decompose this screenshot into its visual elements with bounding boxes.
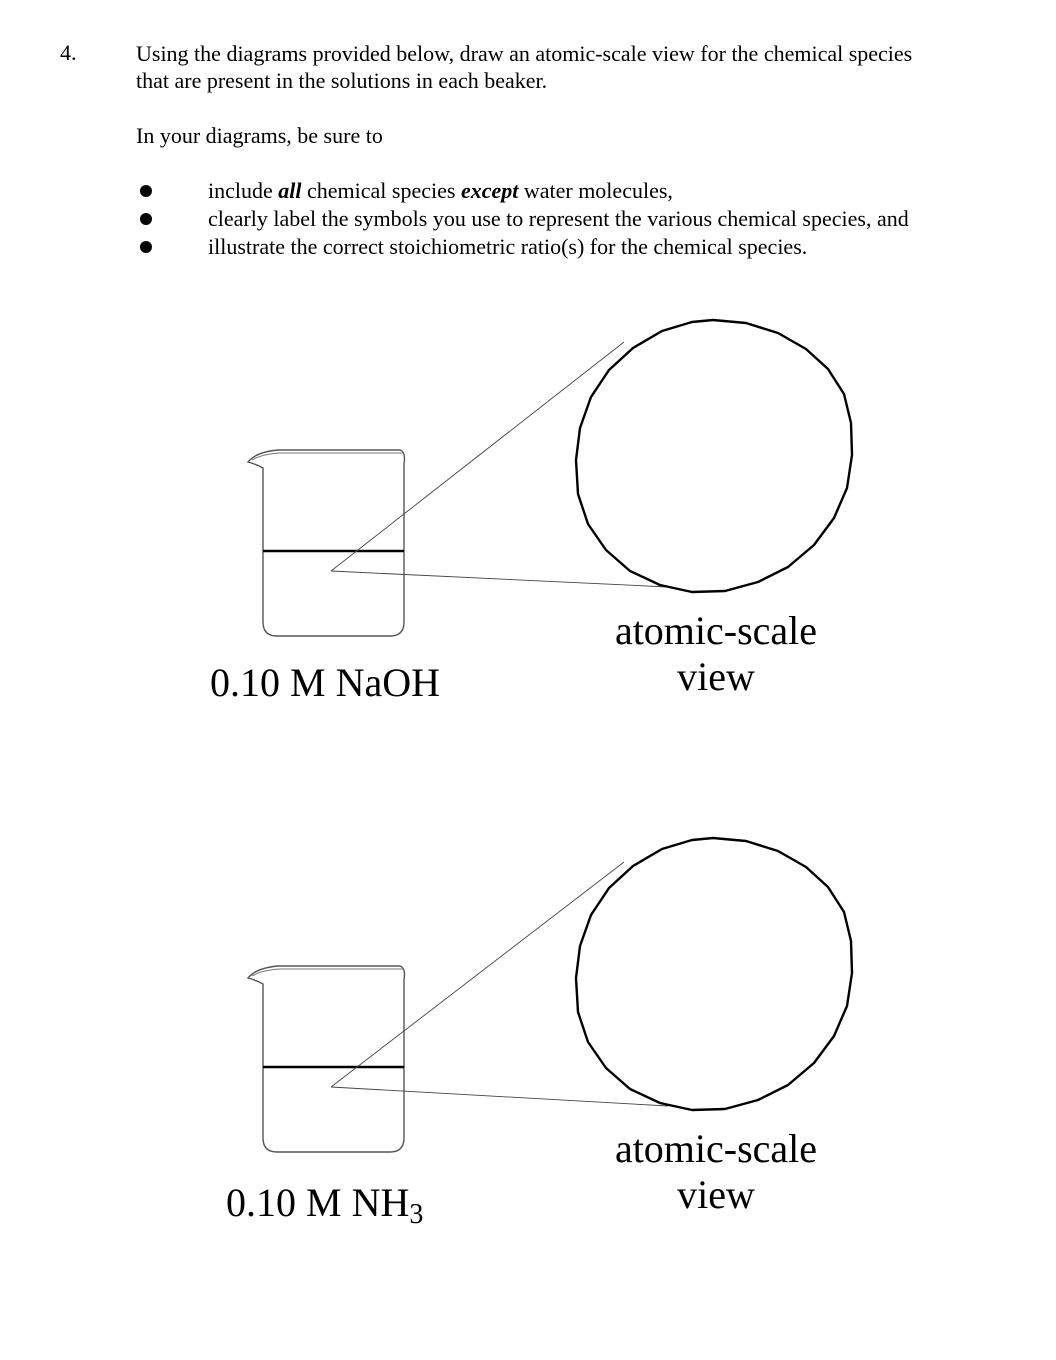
zoom-line-upper [331,862,624,1087]
beaker-rim [252,969,404,976]
instruction-text-mid: chemical species [301,178,461,203]
atomic-view-label [586,1126,846,1218]
atomic-view-circle [576,838,852,1110]
instruction-text-pre: include [208,178,279,203]
instruction-text: clearly label the symbols you use to represent the various chemical species, and [208,206,909,231]
solution-label-nh3 [226,1180,424,1230]
subscript-3: 3 [409,1199,424,1230]
solution-label-main: 0.10 M NH [226,1180,410,1225]
beaker-icon [248,966,405,1152]
atomic-view-label-line2: view [677,1172,755,1217]
instruction-text: illustrate the correct stoichiometric ratio(s) for the chemical species. [208,234,808,259]
zoom-line-lower [331,571,668,587]
atomic-view-circle [576,320,852,592]
beaker-icon [248,450,405,636]
atomic-view-label-line1: atomic-scale [614,1126,818,1171]
prompt-line-2: that are present in the solutions in each beaker. [136,68,548,93]
beaker-rim [252,453,404,460]
emphasis-except: except [460,178,519,203]
zoom-line-upper [331,342,624,571]
emphasis-all: all [278,178,302,203]
instruction-text-post: water molecules, [518,178,673,203]
atomic-view-label-line2: view [677,654,755,699]
zoom-line-lower [331,1087,668,1106]
prompt-line-1: Using the diagrams provided below, draw an atomic-scale view for the chemical species [136,41,913,66]
atomic-view-label [586,608,846,700]
figure-nh3 [248,838,852,1152]
instructions-intro: In your diagrams, be sure to [136,123,383,148]
question-number: 4. [60,40,77,65]
atomic-view-label-line1: atomic-scale [614,608,818,653]
solution-label-naoh: 0.10 M NaOH [210,660,440,705]
figure-naoh [248,320,852,636]
